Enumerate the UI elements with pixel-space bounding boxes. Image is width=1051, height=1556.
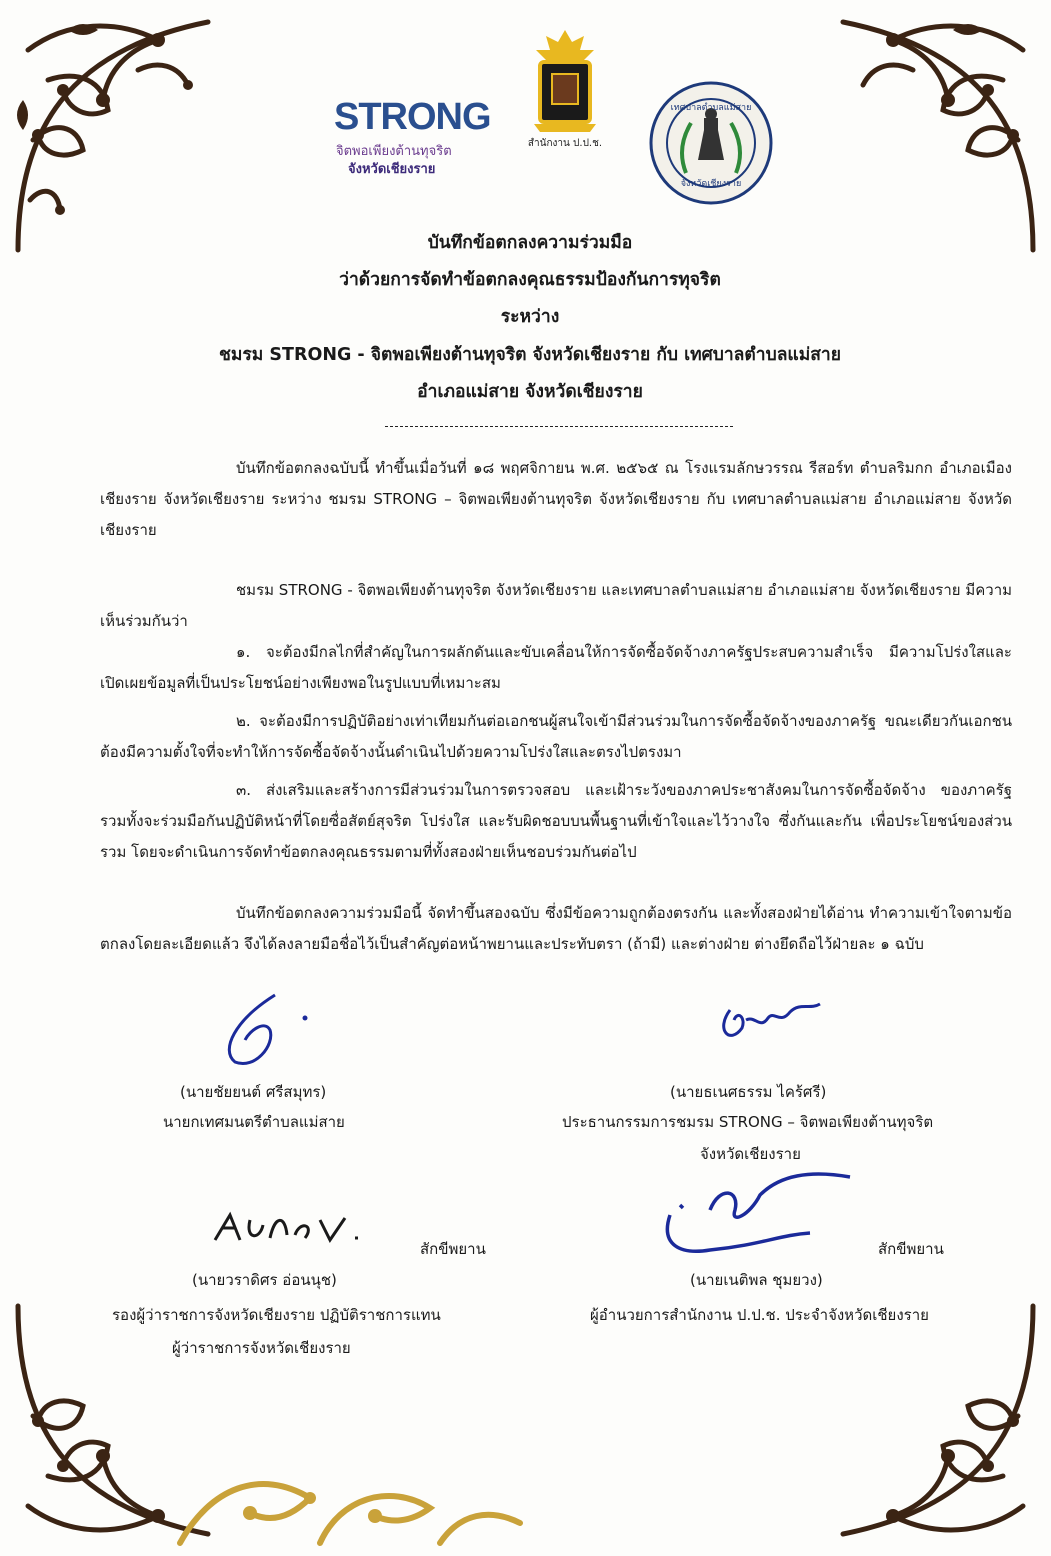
title-line-5: อำเภอแม่สาย จังหวัดเชียงราย [417, 382, 643, 402]
agreement-paragraph: ชมรม STRONG - จิตพอเพียงต้านทุจริต จังหวัดเชียงราย และเทศบาลตำบลแม่สาย อำเภอแม่สาย จังหวัดเชียงราย มีความเห็นร่วมกันว่า [100, 581, 1012, 630]
signatory-right-name: (นายธเนศธรรม ไคร้ศรี) [670, 1083, 827, 1101]
title-divider [385, 426, 733, 427]
witness-right-position: ผู้อำนวยการสำนักงาน ป.ป.ช. ประจำจังหวัดเชียงราย [590, 1306, 929, 1324]
intro-paragraph: บันทึกข้อตกลงฉบับนี้ ทำขึ้นเมื่อวันที่ ๑๘ พฤศจิกายน พ.ศ. ๒๕๖๕ ณ โรงแรมลักษวรรณ รีสอร์ท ตำบลริมกก อำเภอเมืองเชียงราย จังหวัดเชียงราย ระหว่าง ชมรม STRONG – จิตพอเพียงต้านทุจริต จังหวัดเชียงราย กับ เทศบาลตำบลแม่สาย อำเภอแม่สาย จังหวัดเชียงราย [100, 459, 1012, 539]
corner-ornament-bottom-right [793, 1296, 1043, 1546]
witness-left-position-2: ผู้ว่าราชการจังหวัดเชียงราย [172, 1339, 351, 1357]
strong-logo [332, 96, 492, 186]
signatory-left-name: (นายชัยยนต์ ศรีสมุทร) [180, 1083, 327, 1101]
nacc-caption: สำนักงาน ป.ป.ช. [527, 138, 603, 149]
clause-1: ๑. จะต้องมีกลไกที่สำคัญในการผลักดันและขับเคลื่อนให้การจัดซื้อจัดจ้างภาครัฐประสบความสำเร็จ มีความโปร่งใสและเปิดเผยข้อมูลที่เป็นประโยชน์อย่างเพียงพอในรูปแบบที่เหมาะสม [100, 643, 1012, 692]
signature-witness-left [205, 1200, 375, 1250]
signatory-right-position-1: ประธานกรรมการชมรม STRONG – จิตพอเพียงต้านทุจริต [562, 1113, 934, 1131]
witness-left-position-1: รองผู้ว่าราชการจังหวัดเชียงราย ปฏิบัติราชการแทน [112, 1306, 441, 1324]
clause-3: ๓. ส่งเสริมและสร้างการมีส่วนร่วมในการตรวจสอบ และเฝ้าระวังของภาคประชาสังคมในการจัดซื้อจัดจ้าง ของภาครัฐ รวมทั้งจะร่วมมือกันปฏิบัติหน้าที่โดยซื่อสัตย์สุจริต โปร่งใส และรับผิดชอบบนพื้นฐานที่เข้าใจและไว้วางใจ ซึ่งกันและกัน เพื่อประโยชน์ของส่วนรวม โดยจะดำเนินการจัดทำข้อตกลงคุณธรรมตามที่ทั้งสองฝ่ายเห็นชอบร่วมกันต่อไป [100, 781, 1012, 861]
witness-left-label: สักขีพยาน [420, 1240, 486, 1258]
gold-flourish-ornament [170, 1428, 530, 1548]
strong-province: จังหวัดเชียงราย [348, 162, 436, 177]
signature-left [215, 990, 325, 1070]
seal-bottom-text: จังหวัดเชียงราย [680, 179, 742, 189]
corner-ornament-top-left [8, 10, 258, 260]
witness-right-name: (นายเนติพล ชุมยวง) [690, 1271, 823, 1289]
seal-top-text: เทศบาลตำบลแม่สาย [670, 103, 752, 113]
corner-ornament-top-right [793, 10, 1043, 260]
title-line-3: ระหว่าง [500, 307, 560, 327]
signatory-left-position: นายกเทศมนตรีตำบลแม่สาย [163, 1113, 345, 1131]
title-line-4: ชมรม STRONG - จิตพอเพียงต้านทุจริต จังหวัดเชียงราย กับ เทศบาลตำบลแม่สาย [218, 345, 841, 365]
closing-paragraph: บันทึกข้อตกลงความร่วมมือนี้ จัดทำขึ้นสองฉบับ ซึ่งมีข้อความถูกต้องตรงกัน และทั้งสองฝ่ายได้อ่าน ทำความเข้าใจตามข้อตกลงโดยละเอียดแล้ว จึงได้ลงลายมือชื่อไว้เป็นสำคัญต่อหน้าพยานและประทับตรา (ถ้ามี) และต่างฝ่าย ต่างยึดถือไว้ฝ่ายละ ๑ ฉบับ [100, 904, 1012, 953]
municipality-seal [646, 78, 776, 208]
title-line-2: ว่าด้วยการจัดทำข้อตกลงคุณธรรมป้องกันการทุจริต [339, 270, 721, 290]
nacc-crest-icon [522, 28, 608, 136]
strong-tagline: จิตพอเพียงต้านทุจริต [336, 144, 452, 159]
signature-right [710, 990, 830, 1050]
witness-left-name: (นายวราดิศร อ่อนนุช) [192, 1271, 337, 1289]
clause-2: ๒. จะต้องมีการปฏิบัติอย่างเท่าเทียมกันต่อเอกชนผู้สนใจเข้ามีส่วนร่วมในการจัดซื้อจัดจ้างของภาครัฐ ขณะเดียวกันเอกชนต้องมีความตั้งใจที่จะทำให้การจัดซื้อจัดจ้างนั้นดำเนินไปด้วยความโปร่งใสและตรงไปตรงมา [100, 712, 1012, 761]
signature-witness-right [650, 1155, 860, 1265]
signatory-right-position-2: จังหวัดเชียงราย [700, 1145, 801, 1163]
witness-right-label: สักขีพยาน [878, 1240, 944, 1258]
nacc-emblem [522, 28, 608, 156]
title-line-1: บันทึกข้อตกลงความร่วมมือ [427, 233, 633, 253]
strong-wordmark: STRONG [334, 96, 491, 138]
